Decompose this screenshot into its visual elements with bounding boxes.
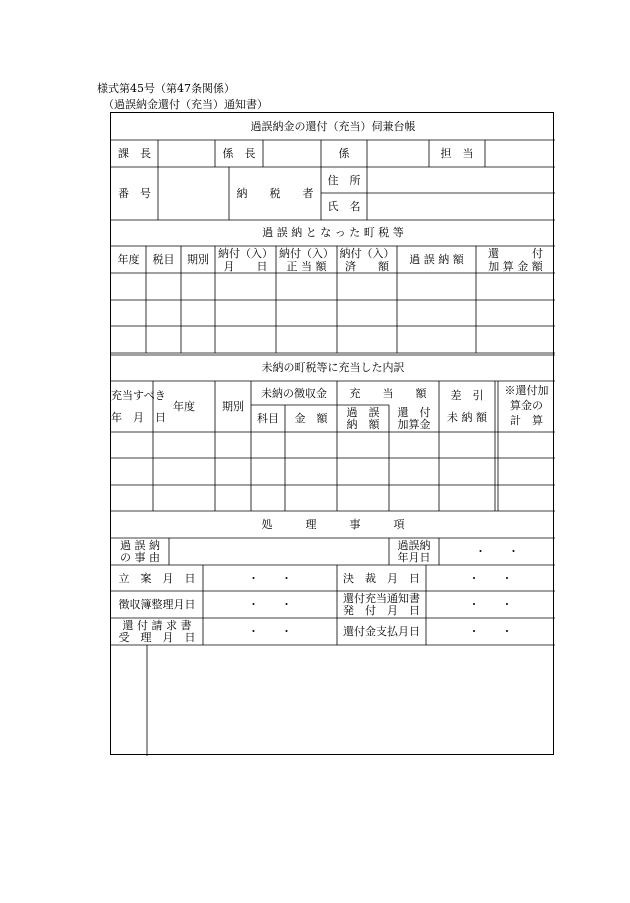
s1-kanpu-header-b: 加 算 金 額: [488, 260, 543, 273]
s2-kanpu-header-b: 加算金: [397, 418, 431, 431]
s2-juto-gaku-header: 充 当 額: [349, 387, 427, 400]
shiharai-label: 還付金支払月日: [343, 625, 420, 638]
kessai-label: 決 裁 月 日: [343, 572, 420, 585]
s2-kago-header-b: 納 額: [346, 418, 380, 431]
s1-kanpu-header-a: 還 付: [488, 247, 543, 260]
kakari-label: 係: [338, 147, 350, 160]
nozeisha-label: 納 税 者: [236, 187, 314, 200]
s2-kanpu-header-a: 還 付: [397, 406, 431, 419]
s2-kibetsu-header: 期別: [222, 400, 244, 413]
seikyu-dots: ・ ・: [248, 625, 292, 638]
s2-nendo-header: 年度: [173, 400, 195, 413]
s2-juto-header-a: 充当すべき: [111, 389, 166, 402]
tsuchi-label-b: 発 付 月 日: [343, 604, 420, 617]
ledger-title: 過誤納金の還付（充当）伺兼台帳: [250, 120, 416, 133]
shiharai-dots: ・ ・: [468, 625, 513, 638]
jiyu-label-a: 過 誤 納: [120, 539, 160, 552]
s2-kago-header-a: 過 誤: [346, 406, 380, 419]
s2-note-header-c: 計 算: [510, 414, 543, 427]
form-frame: [110, 112, 554, 755]
tanto-label: 担 当: [440, 147, 474, 160]
s2-kingaku-header: 金 額: [294, 412, 328, 425]
s1-nofu-zumi-header-b: 済 額: [345, 260, 389, 273]
kagono-ymd-label-b: 年月日: [397, 551, 431, 564]
s1-nofu-sei-header-b: 正 当 額: [286, 260, 327, 273]
section2-title: 未納の町税等に充当した内訳: [261, 361, 405, 374]
rian-dots: ・ ・: [248, 572, 292, 585]
s2-mino-header: 未納の徴収金: [261, 387, 327, 400]
kessai-dots: ・ ・: [468, 572, 513, 585]
s2-sabiki-header-b: 未 納 額: [447, 411, 487, 424]
s2-note-header-b: 算金の: [510, 399, 543, 412]
bango-label: 番 号: [118, 187, 151, 200]
choshu-label: 徴収簿整理月日: [118, 598, 196, 611]
section3-title: 処 理 事 項: [261, 518, 405, 531]
s1-kagono-header: 過 誤 納 額: [409, 253, 464, 266]
s1-nofu-date-header-b: 月 日: [223, 260, 268, 273]
s1-nofu-sei-header-a: 納付（入）: [279, 247, 334, 260]
jusho-label: 住 所: [327, 174, 361, 187]
s1-zeimoku-header: 税目: [152, 253, 175, 266]
s2-note-header-a: ※還付加: [504, 384, 549, 397]
s1-nofu-zumi-header-a: 納付（入）: [339, 247, 395, 260]
s2-kamoku-header: 科目: [257, 412, 279, 425]
rian-label: 立 案 月 日: [118, 572, 196, 585]
kagono-ymd-label-a: 過誤納: [397, 539, 431, 552]
seikyu-label-b: 受 理 月 日: [118, 631, 196, 644]
s1-kibetsu-header: 期別: [187, 253, 209, 266]
s2-juto-header-b: 年 月 日: [111, 411, 166, 424]
s1-nendo-header: 年度: [117, 253, 140, 266]
seikyu-label-a: 還 付 請 求 書: [122, 619, 192, 632]
section1-title: 過 誤 納 と な っ た 町 税 等: [262, 226, 404, 239]
tsuchi-label-a: 還付充当通知書: [343, 592, 420, 605]
jiyu-label-b: の 事 由: [120, 551, 160, 564]
kacho-label: 課 長: [118, 147, 151, 160]
shimei-label: 氏 名: [327, 200, 361, 213]
form-subtitle: （過誤納金還付（充当）通知書）: [103, 98, 268, 111]
s1-nofu-date-header-a: 納付（入）: [218, 247, 273, 260]
choshu-dots: ・ ・: [248, 598, 292, 611]
tsuchi-dots: ・ ・: [468, 598, 513, 611]
s2-sabiki-header-a: 差 引: [450, 389, 484, 402]
kakaricho-label: 係 長: [222, 147, 256, 160]
kagono-ymd-dots: ・ ・: [475, 545, 519, 558]
form-number: 様式第45号（第47条関係）: [97, 82, 235, 95]
